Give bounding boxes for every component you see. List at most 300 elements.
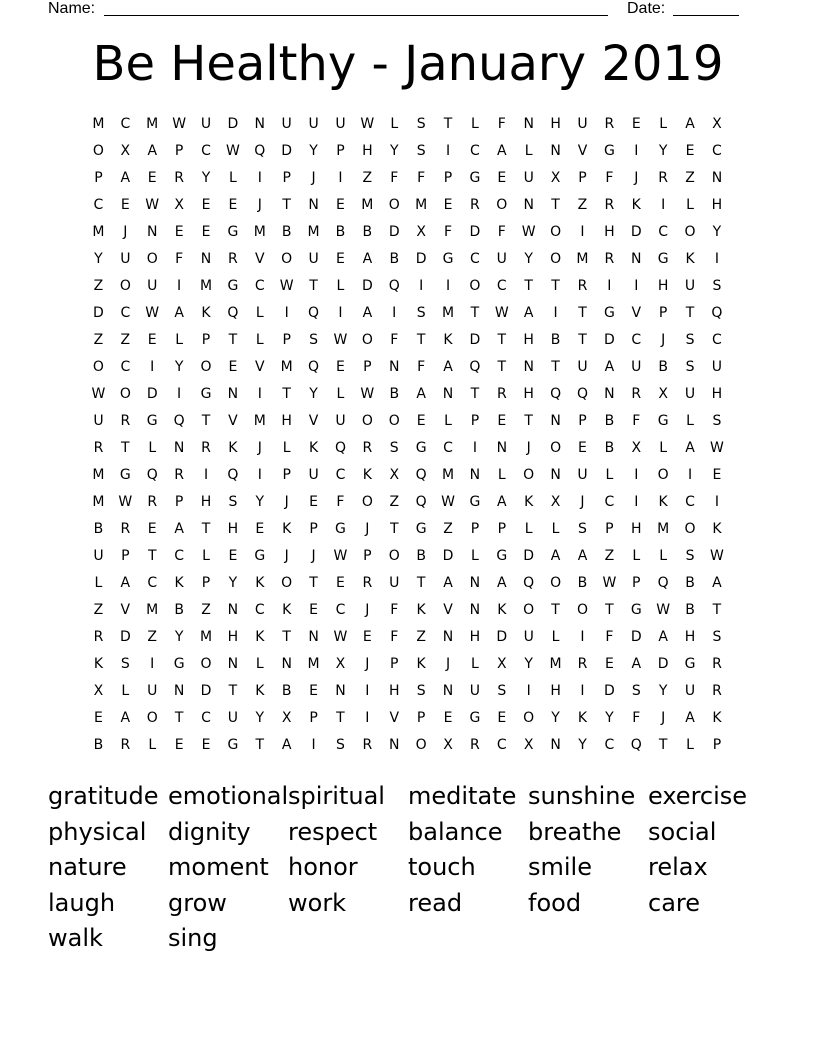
grid-cell: N	[469, 467, 481, 483]
grid-cell: W	[710, 440, 724, 456]
grid-cell: F	[417, 170, 426, 186]
grid-cell: R	[93, 629, 104, 645]
grid-cell: Y	[309, 143, 318, 159]
grid-cell: X	[497, 656, 507, 672]
grid-cell: D	[388, 224, 400, 240]
grid-row	[85, 627, 735, 654]
grid-cell: S	[631, 683, 641, 699]
grid-cell: W	[91, 386, 106, 402]
grid-cell: S	[336, 737, 345, 753]
grid-cell: Z	[362, 170, 373, 186]
grid-cell: J	[257, 197, 262, 213]
grid-cell: T	[470, 386, 480, 402]
word-list-item: respect	[288, 817, 378, 846]
grid-cell: D	[603, 332, 615, 348]
grid-cell: T	[605, 602, 614, 618]
grid-cell: L	[686, 197, 694, 213]
grid-cell: X	[523, 737, 534, 753]
grid-cell: O	[146, 251, 158, 267]
grid-cell: X	[550, 170, 561, 186]
grid-cell: W	[494, 305, 509, 321]
grid-cell: U	[308, 467, 319, 483]
grid-cell: H	[711, 197, 723, 213]
grid-cell: P	[390, 656, 399, 672]
grid-cell: L	[471, 656, 479, 672]
grid-cell: Q	[523, 575, 535, 591]
grid-row	[85, 438, 735, 465]
grid-cell: U	[308, 116, 319, 132]
word-list-item: exercise	[648, 782, 748, 810]
grid-cell: C	[147, 575, 158, 591]
grid-cell: U	[389, 575, 400, 591]
grid-cell: A	[147, 143, 158, 159]
grid-cell: U	[335, 413, 346, 429]
grid-cell: P	[363, 548, 372, 564]
grid-row	[85, 303, 735, 330]
grid-cell: D	[281, 143, 293, 159]
grid-cell: O	[200, 359, 212, 375]
header	[0, 0, 816, 22]
grid-cell: H	[550, 116, 561, 132]
grid-row	[85, 654, 735, 681]
word-list-item: work	[288, 888, 347, 917]
grid-cell: U	[496, 251, 507, 267]
grid-cell: I	[607, 278, 612, 294]
grid-cell: D	[496, 629, 508, 645]
grid-cell: A	[712, 575, 722, 591]
word-list-item: meditate	[408, 782, 517, 810]
grid-cell: G	[227, 224, 239, 240]
grid-cell: M	[307, 224, 320, 240]
grid-cell: J	[123, 224, 128, 240]
grid-cell: T	[282, 629, 291, 645]
grid-cell: V	[577, 143, 588, 159]
grid-cell: H	[281, 413, 292, 429]
grid-cell: L	[255, 305, 264, 321]
grid-cell: D	[119, 629, 131, 645]
grid-cell: A	[604, 359, 615, 375]
grid-row	[85, 411, 735, 438]
grid-cell: I	[311, 737, 316, 753]
grid-cell: L	[471, 548, 479, 564]
grid-cell: N	[173, 683, 185, 699]
grid-cell: G	[335, 521, 346, 537]
grid-cell: J	[526, 440, 531, 456]
grid-cell: E	[120, 197, 130, 213]
grid-cell: N	[523, 359, 534, 375]
grid-cell: Z	[93, 332, 104, 348]
grid-cell: P	[363, 359, 372, 375]
grid-cell: I	[257, 170, 262, 186]
grid-cell: I	[392, 305, 397, 321]
grid-cell: J	[284, 494, 289, 510]
grid-cell: B	[93, 737, 104, 753]
grid-cell: A	[497, 575, 507, 591]
grid-cell: T	[201, 413, 211, 429]
grid-cell: T	[578, 332, 587, 348]
grid-cell: X	[416, 224, 426, 240]
grid-cell: W	[656, 602, 671, 618]
grid-cell: Y	[658, 143, 668, 159]
grid-cell: E	[309, 494, 318, 510]
grid-cell: K	[712, 710, 722, 726]
grid-cell: E	[94, 710, 103, 726]
grid-cell: T	[551, 197, 560, 213]
grid-cell: U	[523, 170, 534, 186]
grid-cell: K	[308, 440, 319, 456]
grid-cell: W	[172, 116, 187, 132]
grid-cell: M	[576, 251, 589, 267]
grid-cell: Q	[576, 386, 588, 402]
grid-cell: S	[712, 278, 722, 294]
grid-cell: B	[658, 359, 668, 375]
grid-cell: L	[202, 548, 210, 564]
grid-cell: C	[443, 440, 453, 456]
grid-cell: Q	[550, 386, 562, 402]
grid-cell: G	[684, 656, 696, 672]
grid-cell: L	[659, 440, 668, 456]
grid-cell: R	[658, 170, 669, 186]
grid-cell: R	[577, 656, 588, 672]
grid-cell: H	[388, 683, 400, 699]
grid-cell: R	[470, 197, 480, 213]
grid-cell: K	[93, 656, 104, 672]
grid-cell: I	[445, 278, 451, 294]
grid-cell: A	[497, 143, 507, 159]
grid-cell: R	[228, 251, 238, 267]
grid-cell: U	[469, 683, 481, 699]
grid-cell: Q	[308, 359, 320, 375]
grid-cell: L	[497, 467, 506, 483]
grid-cell: N	[200, 251, 212, 267]
grid-cell: D	[442, 548, 454, 564]
grid-cell: C	[93, 197, 104, 213]
grid-cell: G	[469, 710, 481, 726]
grid-cell: O	[523, 467, 535, 483]
grid-cell: N	[550, 467, 561, 483]
grid-cell: A	[631, 656, 642, 672]
grid-cell: L	[282, 440, 291, 456]
grid-cell: D	[630, 224, 642, 240]
grid-cell: A	[443, 575, 453, 591]
grid-cell: M	[415, 197, 428, 213]
grid-cell: O	[281, 251, 293, 267]
grid-cell: U	[577, 467, 588, 483]
grid-cell: E	[497, 170, 507, 186]
grid-cell: X	[335, 656, 346, 672]
grid-cell: Y	[524, 656, 533, 672]
grid-cell: G	[442, 251, 454, 267]
grid-cell: P	[174, 143, 184, 159]
grid-cell: N	[389, 359, 400, 375]
word-list-item: smile	[528, 853, 592, 881]
grid-cell: I	[526, 683, 531, 699]
grid-cell: X	[658, 386, 668, 402]
grid-cell: U	[711, 359, 723, 375]
grid-cell: N	[389, 737, 400, 753]
grid-cell: K	[282, 521, 292, 537]
grid-cell: L	[148, 440, 157, 456]
grid-cell: C	[712, 332, 722, 348]
grid-cell: Z	[577, 197, 588, 213]
grid-row	[85, 546, 735, 573]
grid-cell: Z	[120, 332, 131, 348]
grid-cell: M	[549, 656, 562, 672]
word-list-item: honor	[288, 853, 358, 881]
grid-cell: F	[605, 170, 614, 186]
grid-cell: P	[201, 575, 211, 591]
grid-cell: B	[685, 602, 695, 618]
grid-cell: S	[712, 413, 722, 429]
grid-cell: K	[201, 305, 211, 321]
grid-cell: C	[631, 332, 642, 348]
grid-cell: M	[146, 116, 159, 132]
grid-cell: Q	[308, 305, 320, 321]
grid-cell: T	[658, 737, 668, 753]
grid-cell: N	[550, 737, 561, 753]
grid-cell: O	[388, 413, 400, 429]
grid-cell: I	[634, 278, 639, 294]
grid-cell: E	[336, 251, 345, 267]
grid-cell: Y	[228, 575, 238, 591]
grid-cell: R	[362, 575, 373, 591]
grid-cell: F	[390, 170, 399, 186]
grid-cell: P	[309, 710, 318, 726]
grid-cell: T	[282, 386, 291, 402]
grid-cell: I	[150, 359, 155, 375]
word-list-item: nature	[48, 853, 127, 881]
grid-cell: N	[523, 116, 534, 132]
grid-cell: U	[281, 116, 292, 132]
grid-cell: E	[309, 602, 318, 618]
word-list-item: emotional	[168, 782, 289, 810]
grid-cell: I	[150, 656, 155, 672]
grid-row	[85, 168, 735, 195]
grid-cell: R	[201, 440, 211, 456]
grid-cell: R	[174, 170, 184, 186]
grid-cell: N	[227, 386, 239, 402]
grid-cell: Y	[174, 629, 184, 645]
page-title: Be Healthy - January 2019	[92, 36, 724, 92]
grid-cell: B	[281, 224, 292, 240]
grid-cell: A	[497, 494, 507, 510]
grid-cell: T	[470, 305, 480, 321]
grid-cell: Q	[334, 440, 346, 456]
grid-row	[85, 708, 735, 735]
grid-cell: K	[497, 602, 507, 618]
grid-cell: P	[282, 332, 291, 348]
grid-cell: U	[147, 683, 158, 699]
grid-cell: L	[659, 116, 668, 132]
grid-cell: N	[469, 575, 481, 591]
grid-cell: I	[634, 143, 639, 159]
grid-cell: M	[361, 197, 374, 213]
grid-cell: C	[335, 467, 346, 483]
grid-cell: F	[417, 359, 426, 375]
grid-cell: J	[365, 602, 370, 618]
grid-cell: F	[390, 332, 399, 348]
grid-cell: M	[199, 278, 213, 294]
grid-cell: P	[309, 521, 318, 537]
grid-cell: P	[578, 413, 587, 429]
grid-cell: E	[147, 170, 157, 186]
grid-cell: C	[712, 143, 722, 159]
grid-cell: A	[550, 548, 561, 564]
grid-cell: G	[496, 548, 508, 564]
grid-cell: B	[604, 440, 615, 456]
grid-cell: S	[120, 656, 130, 672]
grid-cell: N	[254, 116, 266, 132]
grid-cell: M	[657, 521, 670, 537]
grid-cell: M	[441, 467, 455, 483]
grid-cell: T	[282, 197, 291, 213]
grid-row	[85, 735, 735, 762]
grid-cell: I	[177, 278, 182, 294]
grid-cell: T	[416, 575, 426, 591]
grid-cell: U	[147, 278, 158, 294]
grid-cell: O	[200, 656, 212, 672]
grid-cell: G	[173, 656, 185, 672]
grid-cell: M	[441, 305, 455, 321]
grid-cell: C	[201, 143, 211, 159]
grid-cell: K	[255, 575, 265, 591]
grid-cell: T	[309, 278, 318, 294]
grid-cell: E	[443, 197, 453, 213]
grid-cell: K	[282, 602, 292, 618]
grid-cell: P	[416, 710, 426, 726]
grid-cell: R	[147, 494, 158, 510]
name-field	[104, 15, 608, 16]
grid-cell: B	[93, 521, 104, 537]
grid-cell: A	[120, 170, 131, 186]
grid-cell: I	[257, 386, 262, 402]
grid-cell: I	[445, 143, 451, 159]
grid-cell: E	[201, 197, 211, 213]
grid-cell: O	[657, 467, 669, 483]
grid-cell: I	[338, 305, 343, 321]
word-list-item: social	[648, 817, 717, 846]
word-list	[48, 780, 788, 958]
grid-cell: U	[523, 629, 534, 645]
grid-cell: J	[661, 710, 666, 726]
grid-cell: B	[362, 224, 373, 240]
grid-cell: O	[684, 224, 696, 240]
grid-cell: A	[120, 575, 131, 591]
grid-cell: W	[118, 494, 133, 510]
grid-cell: T	[228, 332, 238, 348]
word-list-item: walk	[48, 924, 103, 952]
letter-grid	[85, 114, 735, 762]
grid-cell: G	[119, 467, 131, 483]
grid-cell: S	[389, 440, 399, 456]
grid-row	[85, 492, 735, 519]
grid-cell: R	[604, 116, 615, 132]
grid-cell: G	[469, 170, 481, 186]
grid-cell: S	[416, 143, 426, 159]
grid-cell: E	[631, 116, 641, 132]
grid-cell: C	[496, 278, 507, 294]
grid-cell: L	[255, 332, 264, 348]
grid-cell: C	[174, 548, 184, 564]
grid-cell: T	[551, 602, 560, 618]
grid-cell: S	[416, 116, 426, 132]
grid-cell: I	[634, 494, 639, 510]
grid-cell: D	[361, 278, 373, 294]
grid-cell: P	[201, 332, 211, 348]
grid-cell: O	[119, 278, 131, 294]
grid-cell: C	[658, 224, 669, 240]
grid-cell: E	[497, 710, 507, 726]
grid-cell: B	[389, 386, 400, 402]
grid-cell: J	[661, 332, 666, 348]
word-list-item: balance	[408, 817, 503, 846]
grid-cell: V	[228, 413, 238, 429]
grid-cell: I	[257, 467, 262, 483]
grid-cell: F	[443, 224, 453, 240]
grid-cell: A	[685, 440, 695, 456]
grid-cell: O	[388, 197, 400, 213]
grid-cell: I	[365, 710, 370, 726]
grid-cell: O	[92, 359, 104, 375]
grid-cell: T	[524, 278, 533, 294]
grid-cell: U	[631, 359, 642, 375]
grid-cell: N	[227, 656, 239, 672]
date-label: Date:	[627, 0, 666, 17]
grid-cell: T	[201, 521, 211, 537]
grid-cell: A	[362, 305, 373, 321]
grid-cell: B	[335, 224, 346, 240]
grid-cell: R	[93, 440, 104, 456]
grid-cell: J	[580, 494, 585, 510]
grid-cell: Z	[416, 629, 426, 645]
grid-cell: O	[92, 143, 104, 159]
grid-cell: M	[146, 602, 159, 618]
grid-cell: F	[390, 629, 399, 645]
grid-cell: S	[685, 359, 695, 375]
grid-cell: R	[120, 413, 131, 429]
grid-cell: L	[686, 413, 694, 429]
grid-cell: U	[684, 278, 696, 294]
grid-cell: N	[631, 251, 642, 267]
grid-cell: Q	[388, 278, 400, 294]
grid-cell: E	[336, 575, 345, 591]
grid-cell: N	[711, 170, 723, 186]
grid-cell: H	[227, 521, 239, 537]
grid-cell: O	[523, 710, 535, 726]
grid-cell: D	[93, 305, 104, 321]
grid-cell: U	[684, 386, 696, 402]
grid-cell: L	[551, 521, 560, 537]
grid-cell: Q	[227, 467, 239, 483]
grid-row	[85, 276, 735, 303]
grid-cell: Y	[605, 710, 614, 726]
grid-cell: G	[227, 737, 239, 753]
grid-cell: J	[257, 440, 262, 456]
grid-row	[85, 330, 735, 357]
grid-cell: F	[175, 251, 184, 267]
grid-cell: J	[311, 548, 316, 564]
grid-cell: E	[497, 413, 507, 429]
grid-cell: I	[338, 170, 343, 186]
grid-cell: W	[521, 224, 536, 240]
grid-cell: A	[685, 710, 695, 726]
grid-cell: E	[228, 197, 238, 213]
grid-cell: D	[523, 548, 535, 564]
grid-cell: B	[550, 332, 561, 348]
grid-cell: H	[523, 332, 534, 348]
grid-cell: N	[173, 440, 185, 456]
grid-cell: E	[443, 710, 453, 726]
